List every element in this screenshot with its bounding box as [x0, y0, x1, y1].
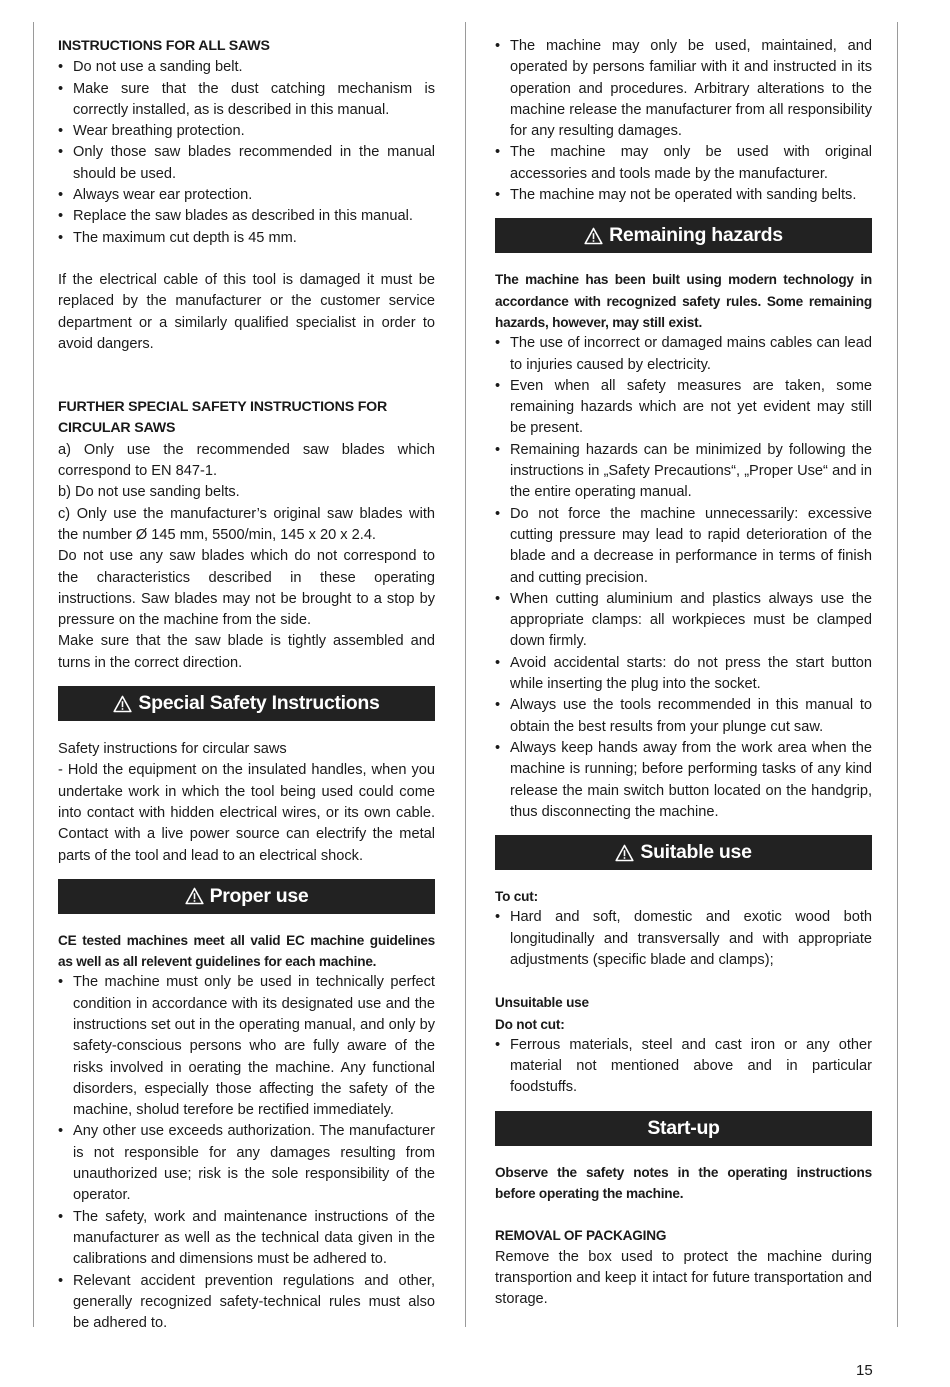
- page-number: 15: [856, 1362, 873, 1379]
- list-item: • Always keep hands away from the work area when the machine is running; before performing tasks of any kind release the main switch button located on the handgrip, thus disconnecting the machine.: [495, 738, 872, 823]
- warning-icon: [185, 887, 204, 905]
- start-up-title: Start-up: [647, 1116, 720, 1139]
- column-divider: [465, 22, 466, 1327]
- list-item: • Wear breathing protection.: [58, 121, 435, 142]
- all-saws-list: [58, 57, 435, 249]
- list-item: • Do not force the machine unnecessarily: excessive cutting pressure may lead to rapid deterioration of the blade and a decrease in performance in terms of finish and cutting precision.: [495, 504, 872, 589]
- right-margin-rule: [897, 22, 898, 1327]
- unsuitable-use-label: Unsuitable use: [495, 995, 589, 1011]
- list-item: • Always wear ear protection.: [58, 185, 435, 206]
- list-item: • Any other use exceeds authorization. The manufacturer is not responsible for any damages resulting from unauthorized use; risk is the sole responsibility of the operator.: [58, 1121, 435, 1206]
- removal-of-packaging-heading: REMOVAL OF PACKAGING: [495, 1228, 667, 1244]
- proper-use-list: [58, 972, 435, 1334]
- suitable-use-title: Suitable use: [640, 840, 752, 863]
- further-heading-line1: FURTHER SPECIAL SAFETY INSTRUCTIONS FOR: [58, 399, 388, 416]
- list-item: • Remaining hazards can be minimized by following the instructions in „Safety Precautions“, „Proper Use“ and in the entire operating manual.: [495, 440, 872, 504]
- remaining-hazards-banner: [495, 218, 872, 253]
- do-not-cut-label: Do not cut:: [495, 1016, 565, 1032]
- list-item: • Relevant accident prevention regulations and other, generally recognized safety-technical rules must also be adhered to.: [58, 1271, 435, 1335]
- list-item: • The machine may only be used, maintained, and operated by persons familiar with it and instructed in its operation and procedures. Arbitrary alterations to the machine release the manufacturer from all responsibility for any resulting damages.: [495, 36, 872, 142]
- list-item: • Replace the saw blades as described in this manual.: [58, 206, 435, 227]
- further-item-c: c) Only use the manufacturer’s original saw blades with the number Ø 145 mm, 5500/min, 145 x 20 x 2.4.: [58, 505, 435, 543]
- list-item: • Hard and soft, domestic and exotic wood both longitudinally and transversally and with appropriate adjustments (specific blade and clamps);: [495, 907, 872, 971]
- warning-icon: [113, 695, 132, 713]
- list-item: • The maximum cut depth is 45 mm.: [58, 228, 435, 249]
- all-saws-heading: INSTRUCTIONS FOR ALL SAWS: [58, 38, 270, 54]
- start-up-banner: [495, 1111, 872, 1146]
- list-item: • When cutting aluminium and plastics always use the appropriate clamps: all workpieces must be clamped down firmly.: [495, 589, 872, 653]
- special-safety-line2: - Hold the equipment on the insulated handles, when you undertake work in which the tool being used could come into contact with hidden electrical wires, or its own cable. Contact with a live power source can electrify the metal parts of the tool and lead to an electrical shock.: [58, 762, 435, 864]
- further-paragraph-2: Make sure that the saw blade is tightly assembled and turns in the correct direction.: [58, 633, 435, 671]
- remaining-hazards-intro: The machine has been built using modern technology in accordance with recognized safety rules. Some remaining hazards, however, may still exist.: [495, 272, 872, 330]
- further-paragraph-1: Do not use any saw blades which do not correspond to the characteristics described in these operating instructions. Saw blades may not be brought to a stop by pressure on the machine from the side.: [58, 548, 435, 629]
- do-not-cut-list: [495, 1035, 872, 1099]
- left-margin-rule: [33, 22, 34, 1327]
- special-safety-line1: Safety instructions for circular saws: [58, 741, 287, 758]
- to-cut-label: To cut:: [495, 889, 538, 905]
- start-up-intro: Observe the safety notes in the operating instructions before operating the machine.: [495, 1164, 872, 1202]
- list-item: • The use of incorrect or damaged mains cables can lead to injuries caused by electricity.: [495, 333, 872, 376]
- right-column: [495, 36, 872, 1311]
- further-heading-line2: CIRCULAR SAWS: [58, 420, 176, 437]
- proper-use-title: Proper use: [209, 884, 309, 907]
- cable-paragraph: If the electrical cable of this tool is damaged it must be replaced by the manufacturer or the customer service department or a similarly qualified specialist in order to avoid dangers.: [58, 271, 435, 352]
- list-item: • Even when all safety measures are taken, some remaining hazards which are not yet evident may still be present.: [495, 376, 872, 440]
- further-item-a: a) Only use the recommended saw blades which correspond to EN 847-1.: [58, 441, 435, 480]
- left-column: [58, 36, 435, 1334]
- to-cut-list: [495, 907, 872, 971]
- list-item: • The machine may only be used with original accessories and tools made by the manufacturer.: [495, 142, 872, 185]
- operation-list: [495, 36, 872, 206]
- suitable-use-banner: [495, 835, 872, 870]
- removal-of-packaging-text: Remove the box used to protect the machine during transportion and keep it intact for future transportation and storage.: [495, 1248, 872, 1308]
- list-item: • The safety, work and maintenance instructions of the manufacturer as well as the technical data given in the calibrations and dimensions must be adhered to.: [58, 1207, 435, 1271]
- proper-use-intro: CE tested machines meet all valid EC machine guidelines as well as all relevent guidelines for each machine.: [58, 932, 435, 970]
- list-item: • Make sure that the dust catching mechanism is correctly installed, as is described in this manual.: [58, 79, 435, 122]
- remaining-hazards-title: Remaining hazards: [609, 224, 783, 247]
- list-item: • The machine may not be operated with sanding belts.: [495, 185, 872, 206]
- further-item-b: b) Do not use sanding belts.: [58, 484, 240, 501]
- list-item: • Do not use a sanding belt.: [58, 57, 435, 78]
- warning-icon: [615, 844, 634, 862]
- special-safety-banner: [58, 686, 435, 721]
- list-item: • Only those saw blades recommended in the manual should be used.: [58, 142, 435, 185]
- special-safety-title: Special Safety Instructions: [138, 691, 380, 714]
- list-item: • Always use the tools recommended in this manual to obtain the best results from your plunge cut saw.: [495, 695, 872, 738]
- list-item: • Avoid accidental starts: do not press the start button while inserting the plug into the socket.: [495, 653, 872, 696]
- proper-use-banner: [58, 879, 435, 914]
- remaining-hazards-list: [495, 333, 872, 823]
- warning-icon: [584, 227, 603, 245]
- list-item: • The machine must only be used in technically perfect condition in accordance with its designated use and the instructions set out in the operating manual, and only by safety-conscious persons who are fully aware of the risks involved in oerating the machine. Any functional disorders, especially those affecting the safety of the machine, sholud terefore be rectified immediately.: [58, 972, 435, 1121]
- list-item: • Ferrous materials, steel and cast iron or any other material not mentioned above and in particular foodstuffs.: [495, 1035, 872, 1099]
